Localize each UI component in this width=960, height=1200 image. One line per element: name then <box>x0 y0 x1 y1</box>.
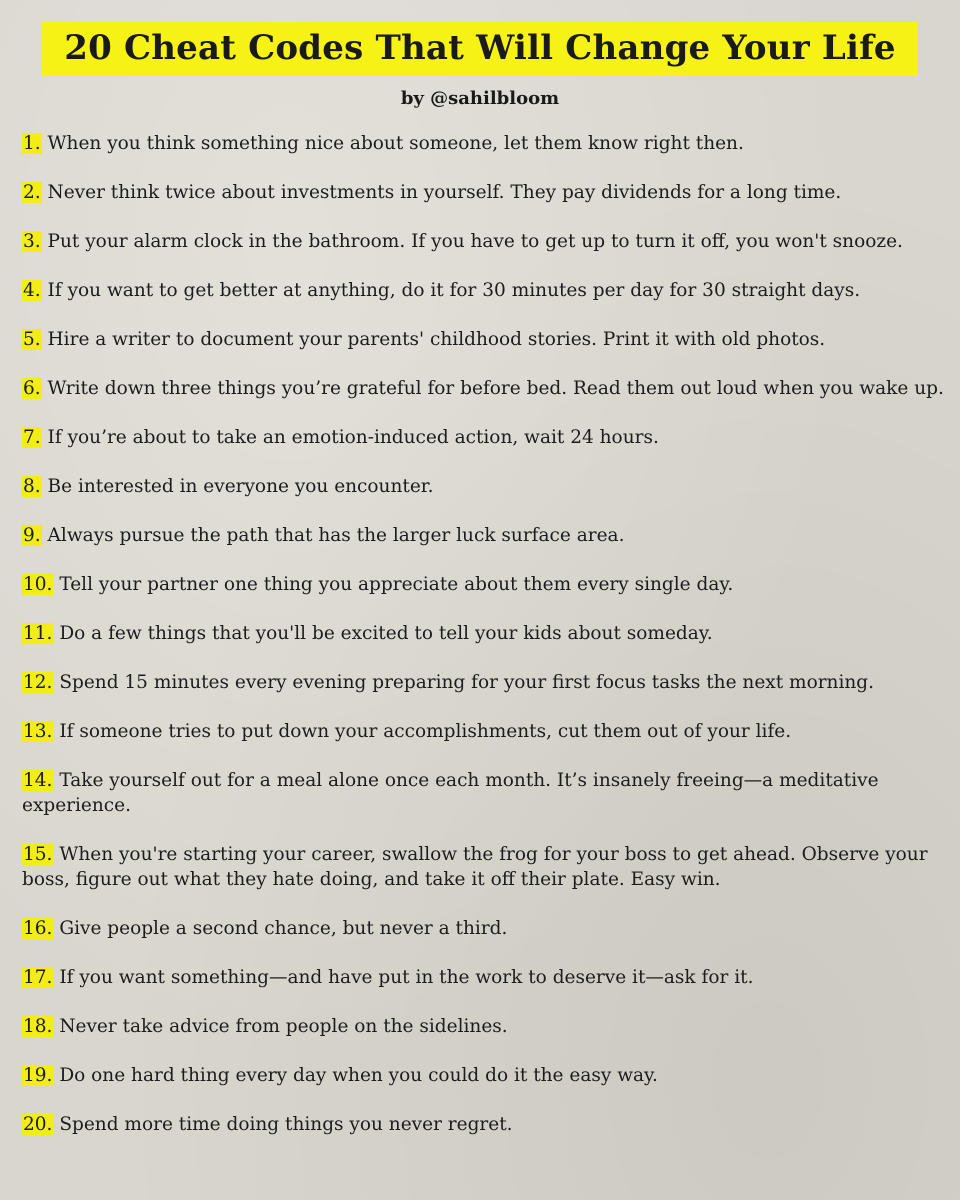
item-number: 17. <box>23 967 53 988</box>
item-number: 7. <box>23 427 41 448</box>
cheat-code-list <box>22 131 947 1161</box>
list-item <box>22 621 947 646</box>
item-number: 11. <box>23 623 53 644</box>
page-title: 20 Cheat Codes That Will Change Your Life <box>42 22 918 76</box>
item-number: 14. <box>23 770 53 791</box>
item-number: 5. <box>23 329 41 350</box>
item-number: 10. <box>23 574 53 595</box>
item-number: 16. <box>23 918 53 939</box>
list-item <box>22 1063 947 1088</box>
list-item <box>22 327 947 352</box>
item-number: 1. <box>23 133 41 154</box>
item-text: Spend 15 minutes every evening preparing for your first focus tasks the next morning. <box>59 672 875 693</box>
item-text: If you want to get better at anything, do it for 30 minutes per day for 30 straight days. <box>47 280 861 301</box>
item-text: Put your alarm clock in the bathroom. If you have to get up to turn it off, you won't snooze. <box>47 231 903 252</box>
item-text: Take yourself out for a meal alone once each month. It’s insanely freeing—a meditative experience. <box>22 770 879 816</box>
title-wrap <box>0 22 960 76</box>
list-item <box>22 180 947 205</box>
item-text: When you're starting your career, swallow the frog for your boss to get ahead. Observe your boss, figure out what they hate doing, and take it off their plate. Easy win. <box>22 844 928 890</box>
item-text: Do a few things that you'll be excited to tell your kids about someday. <box>59 623 713 644</box>
list-item <box>22 1112 947 1137</box>
item-number: 15. <box>23 844 53 865</box>
item-text: Tell your partner one thing you appreciate about them every single day. <box>59 574 734 595</box>
list-item <box>22 131 947 156</box>
item-text: Always pursue the path that has the larger luck surface area. <box>47 525 625 546</box>
list-item <box>22 572 947 597</box>
item-number: 12. <box>23 672 53 693</box>
list-item <box>22 719 947 744</box>
item-number: 9. <box>23 525 41 546</box>
item-number: 4. <box>23 280 41 301</box>
item-text: Hire a writer to document your parents' childhood stories. Print it with old photos. <box>47 329 826 350</box>
byline: by @sahilbloom <box>400 88 560 109</box>
list-item <box>22 425 947 450</box>
item-text: Give people a second chance, but never a third. <box>59 918 508 939</box>
list-item <box>22 474 947 499</box>
item-text: Never take advice from people on the sidelines. <box>59 1016 508 1037</box>
list-item <box>22 916 947 941</box>
list-item <box>22 376 947 401</box>
list-item <box>22 768 947 818</box>
item-text: Never think twice about investments in yourself. They pay dividends for a long time. <box>47 182 842 203</box>
item-text: If you’re about to take an emotion-induced action, wait 24 hours. <box>47 427 659 448</box>
item-number: 19. <box>23 1065 53 1086</box>
list-item <box>22 229 947 254</box>
item-text: If you want something—and have put in the work to deserve it—ask for it. <box>59 967 754 988</box>
item-number: 13. <box>23 721 53 742</box>
item-number: 18. <box>23 1016 53 1037</box>
item-number: 6. <box>23 378 41 399</box>
list-item <box>22 842 947 892</box>
item-number: 3. <box>23 231 41 252</box>
item-text: Write down three things you’re grateful for before bed. Read them out loud when you wake up. <box>47 378 944 399</box>
list-item <box>22 1014 947 1039</box>
item-text: If someone tries to put down your accomplishments, cut them out of your life. <box>59 721 792 742</box>
item-number: 8. <box>23 476 41 497</box>
list-item <box>22 670 947 695</box>
list-item <box>22 965 947 990</box>
item-number: 20. <box>23 1114 53 1135</box>
item-text: Spend more time doing things you never regret. <box>59 1114 513 1135</box>
list-item <box>22 278 947 303</box>
item-text: Be interested in everyone you encounter. <box>47 476 434 497</box>
item-text: Do one hard thing every day when you could do it the easy way. <box>59 1065 658 1086</box>
list-item <box>22 523 947 548</box>
item-text: When you think something nice about someone, let them know right then. <box>47 133 744 154</box>
item-number: 2. <box>23 182 41 203</box>
